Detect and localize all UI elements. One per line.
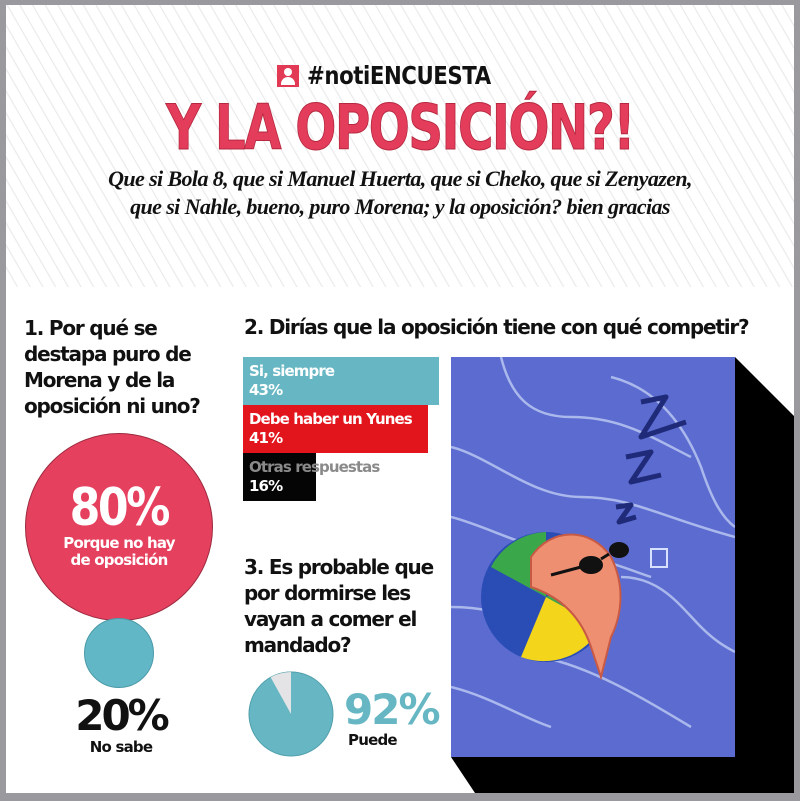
header-section <box>6 5 794 287</box>
answer-80-percent: 80% <box>69 478 169 538</box>
answer-92-label: Puede <box>348 731 397 749</box>
bar-value: 43% <box>249 381 283 399</box>
answer-20-percent: 20% <box>75 691 167 740</box>
subtitle-line-2: que si Nahle, bueno, puro Morena; y la oposición? bien gracias <box>130 194 670 219</box>
question-2-title: 2. Dirías que la oposición tiene con qué competir? <box>244 315 749 339</box>
answer-20-label: No sabe <box>89 738 153 756</box>
bar-value: 16% <box>249 477 283 495</box>
illustration-sleeping-shrimp <box>451 357 735 757</box>
subtitle <box>6 165 794 221</box>
infographic-frame <box>6 5 794 793</box>
question-3-title: 3. Es probable que por dormirse les vayan a comer el mandado? <box>244 555 433 657</box>
hashtag-row <box>6 61 794 92</box>
subtitle-line-1: Que si Bola 8, que si Manuel Huerta, que si Cheko, que si Zenyazen, <box>108 166 692 191</box>
hashtag: #notiENCUESTA <box>306 61 491 90</box>
user-icon <box>277 65 299 87</box>
bar-label: Si, siempre <box>249 362 335 380</box>
question-1-title: 1. Por qué se destapa puro de Morena y de la oposición ni uno? <box>24 316 200 418</box>
bar-label: Debe haber un Yunes <box>249 410 412 428</box>
bar-otras-respuestas <box>243 453 380 501</box>
pie-chart-92 <box>248 671 334 757</box>
bar-si-siempre <box>243 357 439 405</box>
bar-debe-haber-yunes <box>243 405 428 453</box>
bar-label: Otras respuestas <box>249 458 380 476</box>
shrimp-illustration-icon <box>451 357 735 757</box>
answer-80-label: Porque no hay de oposición <box>63 534 175 569</box>
main-title: Y LA OPOSICIÓN?! <box>166 91 634 164</box>
answer-92-percent: 92% <box>344 685 439 734</box>
answer-80-circle <box>25 433 213 621</box>
answer-20-circle <box>84 618 154 688</box>
bar-value: 41% <box>249 429 283 447</box>
